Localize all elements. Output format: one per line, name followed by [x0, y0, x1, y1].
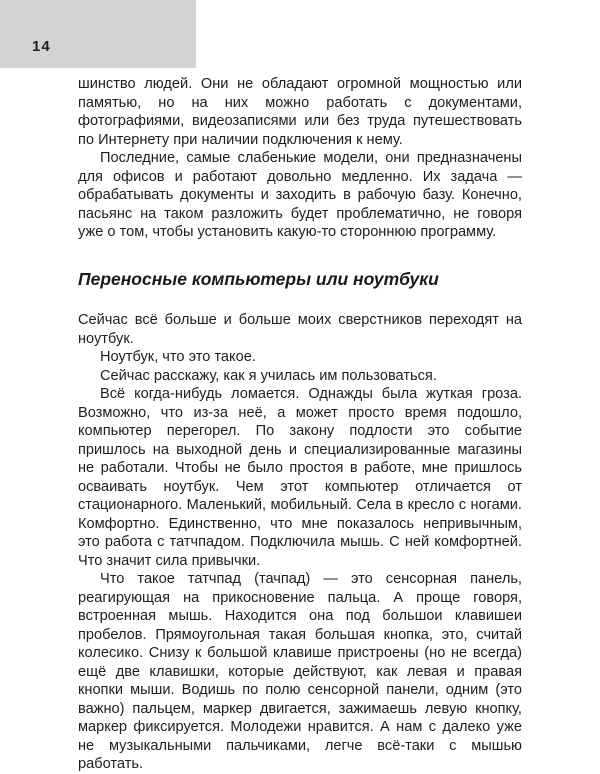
section-text-block	[78, 311, 522, 774]
paragraph: Последние, самые слабенькие модели, они предназначены для офисов и работают довольно медленно. Их задача — обрабатывать документы и заходить в рабочую базу. Конечно, пасьянс на таком разложить будет проблематично, не говоря уже о том, чтобы установить какую-то стороннюю программу.	[78, 150, 522, 240]
paragraph: Сейчас расскажу, как я училась им пользоваться.	[100, 367, 437, 384]
page-header-block	[0, 0, 196, 68]
paragraph: шинство людей. Они не обладают огромной мощностью или памятью, но на них можно работать с документами, фотографиями, видеозаписями или без труда путешествовать по Интернету при наличии подключения к нему.	[78, 76, 522, 148]
page-number: 14	[32, 38, 51, 55]
paragraph: Что такое татчпад (тачпад) — это сенсорная панель, реагирующая на прикосновение пальца. А проще говоря, встроенная мышь. Находится она под большои клавишеи пробелов. Прямоугольная такая большая кнопка, это, считай колесико. Снизу к большой клавише пристроены (но не всегда) ещё две клавишки, которые действуют, как левая и правая кнопки мыши. Водишь по полю сенсорной панели, одним (это важно) пальцем, маркер двигается, зажимаешь левую кнопку, маркер фиксируется. Молодежи нравится. А нам с далеко уже не музыкальными пальчиками, легче всё-таки с мышью работать.	[78, 571, 522, 772]
section-heading: Переносные компьютеры или ноутбуки	[78, 269, 439, 289]
paragraph: Всё когда-нибудь ломается. Однажды была жуткая гроза. Возможно, что из-за неё, а может просто время подошло, компьютер перегорел. По закону подлости это событие пришлось на выходной день и специализированные магазины не работали. Чтобы не было простоя в работе, мне пришлось осваивать ноутбук. Чем этот компьютер отличается от стационарного. Маленький, мобильный. Села в кресло с ногами. Комфортно. Единственно, что мне показалось непривычным, это работа с татчпадом. Подключила мышь. С ней комфортней. Что значит сила привычки.	[78, 386, 522, 569]
paragraph: Ноутбук, что это такое.	[100, 349, 256, 365]
paragraph: Сейчас всё больше и больше моих сверстников переходят на ноутбук.	[78, 312, 522, 347]
intro-text-block	[78, 75, 522, 242]
